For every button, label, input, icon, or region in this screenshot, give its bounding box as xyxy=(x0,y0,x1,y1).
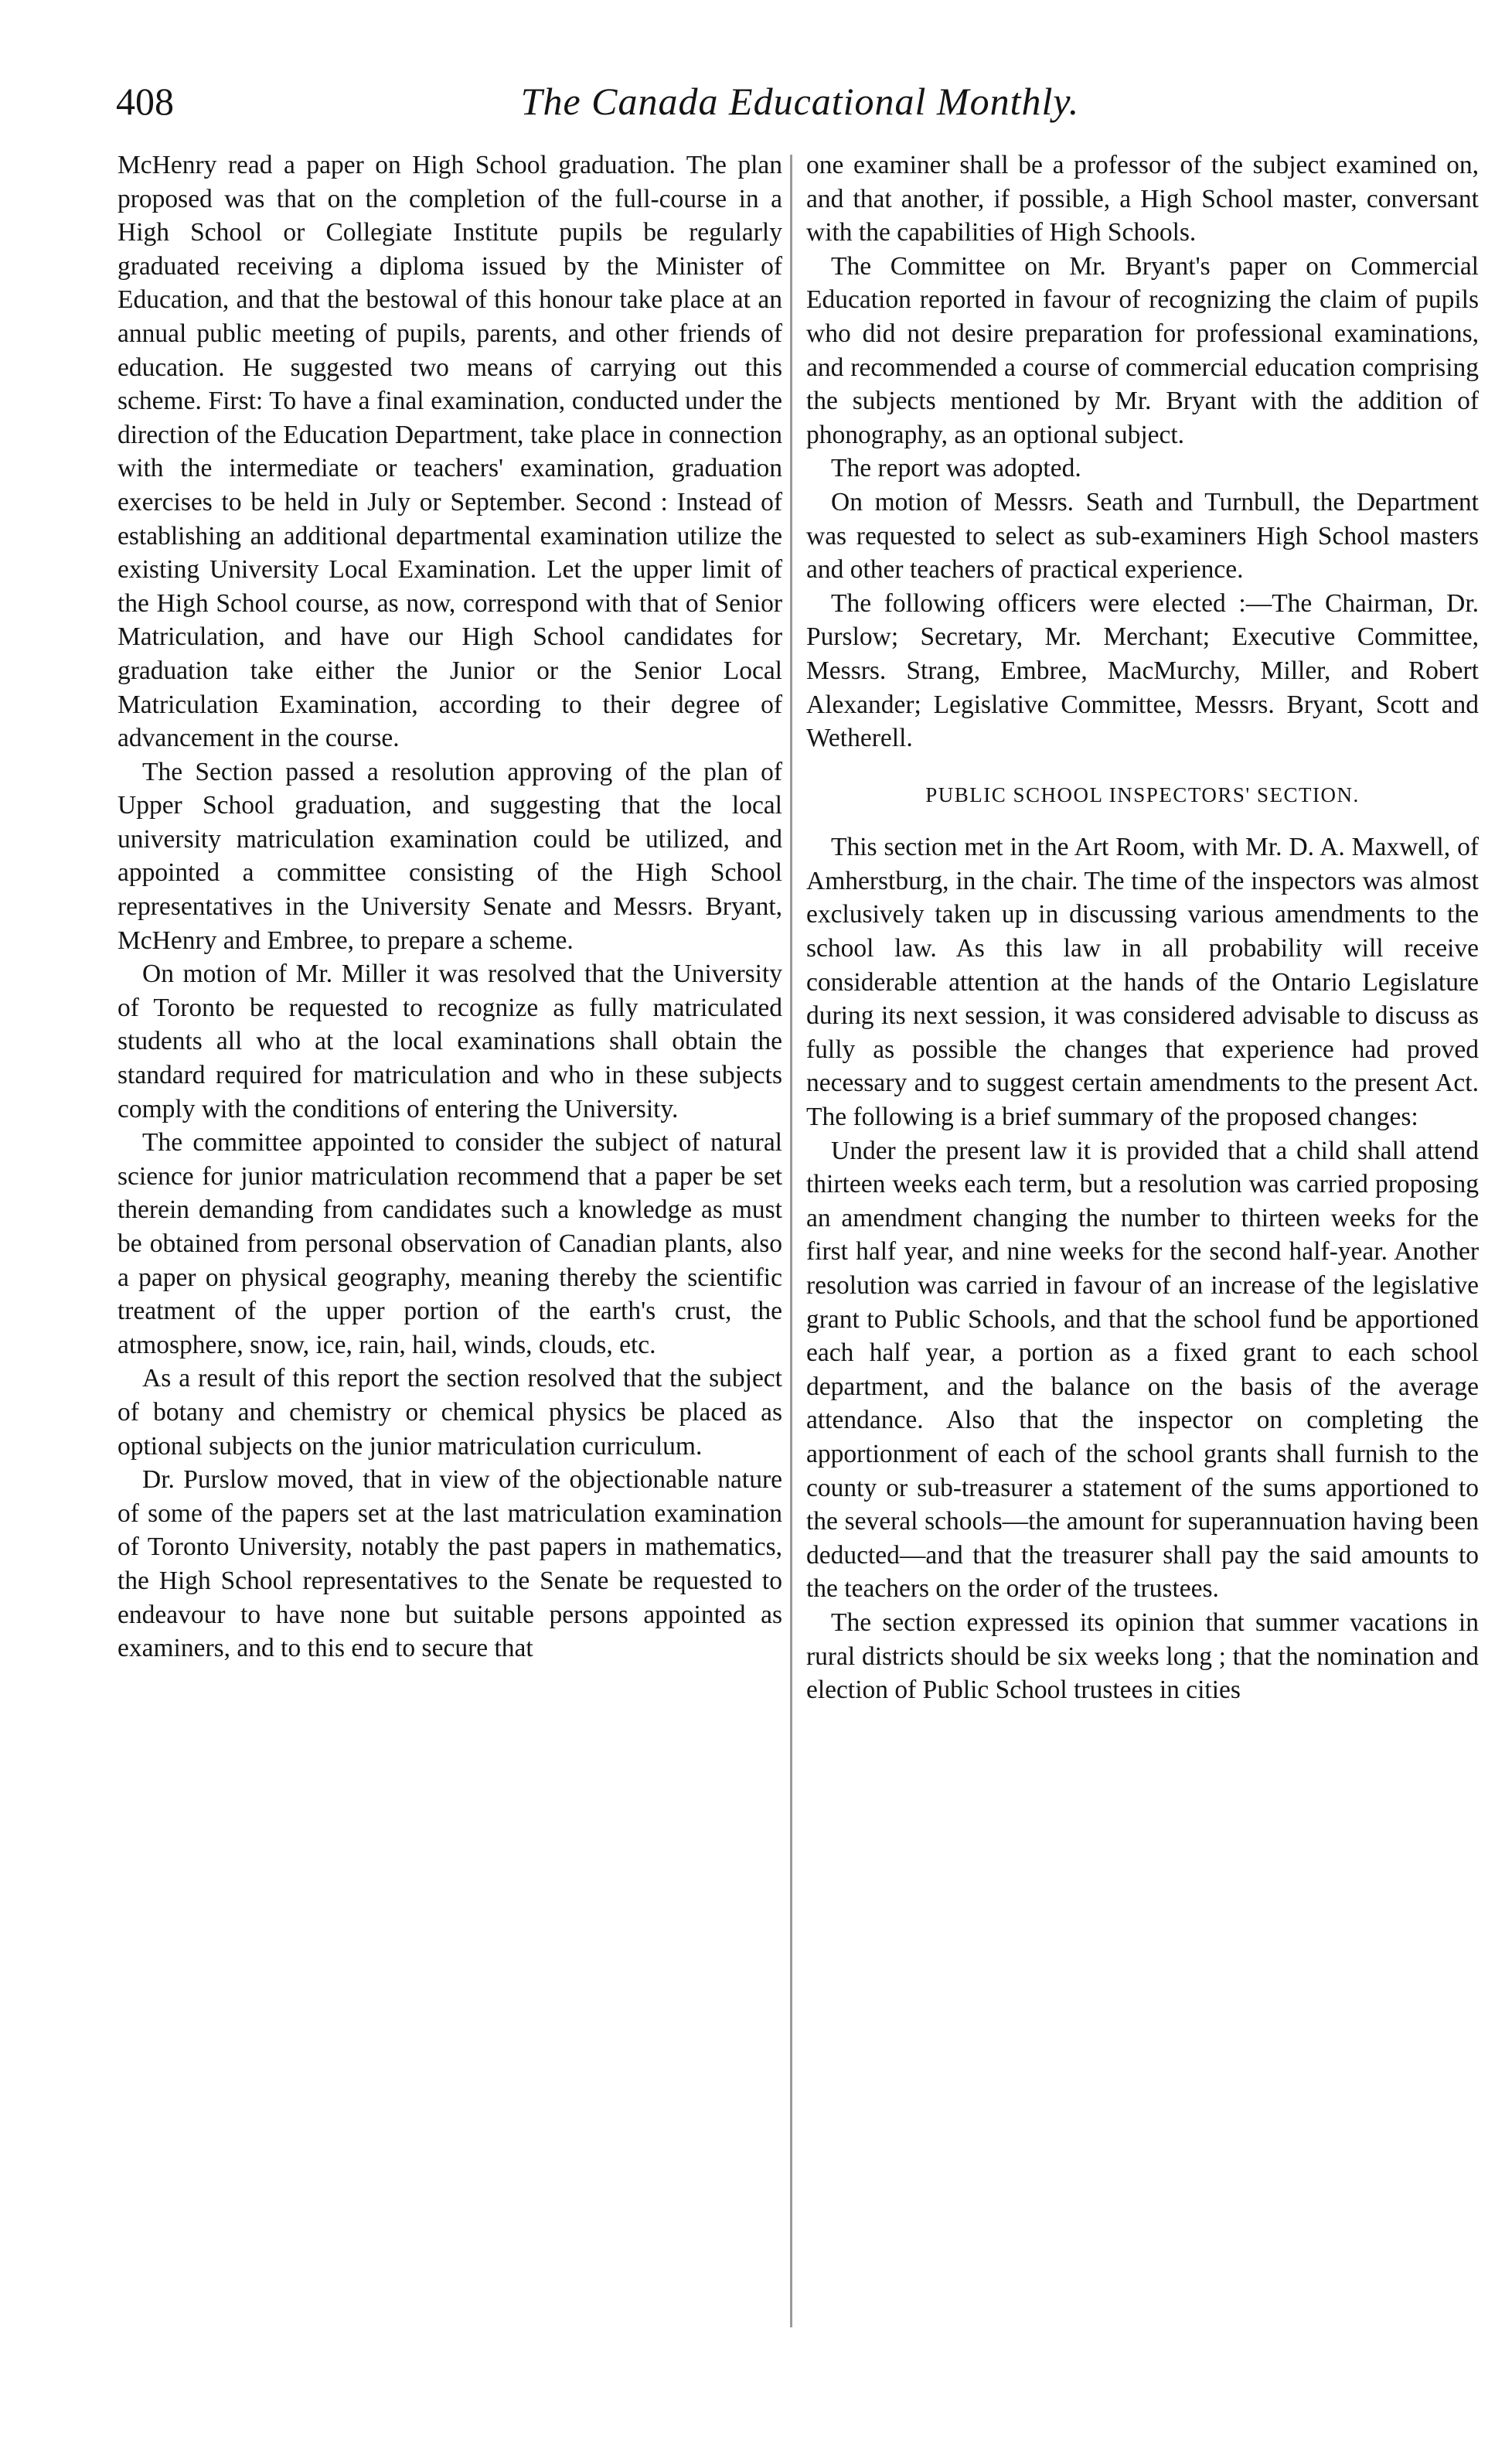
left-column xyxy=(117,148,782,1665)
paragraph: On motion of Mr. Miller it was resolved that the University of Toronto be requested to recognize as fully matriculated students all who at the local examinations shall obtain the standard required for matriculation and who in these subjects comply with the conditions of entering the University. xyxy=(117,960,782,1123)
paragraph: Dr. Purslow moved, that in view of the objectionable nature of some of the papers set at the last matriculation examination of Toronto University, notably the past papers in mathematics, the High School representatives to the Senate be requested to endeavour to have none but suitable persons appointed as examiners, and to this end to secure that xyxy=(117,1465,782,1663)
page-number: 408 xyxy=(116,80,174,123)
paragraph: Under the present law it is provided that a child shall attend thirteen weeks each term, but a resolution was carried proposing an amendment changing the number to thirteen weeks for the first half year, and nine weeks for the second half-year. Another resolution was carried in favour of an increase of the legislative grant to Public Schools, and that the school fund be apportioned each half year, a portion as a fixed grant to each school department, and the balance on the basis of the average attendance. Also that the inspector on completing the apportionment of each of the school grants shall furnish to the county or sub-treasurer a statement of the sums apportioned to the several schools—the amount for superannuation having been deducted—and that the treasurer shall pay the said amounts to the teachers on the order of the trustees. xyxy=(806,1136,1479,1604)
page-header xyxy=(116,74,1438,136)
paragraph: The following officers were elected :—The Chairman, Dr. Purslow; Secretary, Mr. Merchant; Executive Committee, Messrs. Strang, Embree, MacMurchy, Miller, and Robert Alexander; Legislative Committee, Messrs. Bryant, Scott and Wetherell. xyxy=(806,588,1479,753)
paragraph: The section expressed its opinion that summer vacations in rural districts should be six weeks long ; that the nomination and election of Public School trustees in cities xyxy=(806,1607,1479,1705)
section-heading: PUBLIC SCHOOL INSPECTORS' SECTION. xyxy=(925,782,1360,806)
right-column xyxy=(806,148,1479,1707)
running-title: The Canada Educational Monthly. xyxy=(520,80,1080,123)
column-divider xyxy=(790,155,792,2327)
paragraph: one examiner shall be a professor of the subject examined on, and that another, if possible, a High School master, conversant with the capabilities of High Schools. xyxy=(806,151,1479,247)
paragraph: The committee appointed to consider the subject of natural science for junior matriculation recommend that a paper be set therein demanding from candidates such a knowledge as must be obtained from personal observation of Canadian plants, also a paper on physical geography, meaning thereby the scientific treatment of the upper portion of the earth's crust, the atmosphere, snow, ice, rain, hail, winds, clouds, etc. xyxy=(117,1128,782,1359)
paragraph: The Committee on Mr. Bryant's paper on Commercial Education reported in favour of recognizing the claim of pupils who did not desire preparation for professional examinations, and recommended a course of commercial education comprising the subjects mentioned by Mr. Bryant with the addition of phonography, as an optional subject. xyxy=(806,251,1479,449)
paragraph: The Section passed a resolution approving of the plan of Upper School graduation, and suggesting that the local university matriculation examination could be utilized, and appointed a committee consisting of the High School representatives in the University Senate and Messrs. Bryant, McHenry and Embree, to prepare a scheme. xyxy=(117,757,782,955)
paragraph: The report was adopted. xyxy=(831,454,1081,483)
paragraph: This section met in the Art Room, with Mr. D. A. Maxwell, of Amherstburg, in the chair. The time of the inspectors was almost exclusively taken up in discussing various amendments to the school law. As this law in all probability will receive considerable attention at the hands of the Ontario Legislature during its next session, it was considered advisable to discuss as fully as possible the changes that experience had proved necessary and to suggest certain amendments to the present Act. The following is a brief summary of the proposed changes: xyxy=(806,833,1479,1132)
paragraph: On motion of Messrs. Seath and Turnbull, the Department was requested to select as sub-examiners High School masters and other teachers of practical experience. xyxy=(806,487,1479,585)
paragraph: McHenry read a paper on High School graduation. The plan proposed was that on the completion of the full-course in a High School or Collegiate Institute pupils be regularly graduated receiving a diploma issued by the Minister of Education, and that the bestowal of this honour take place at an annual public meeting of pupils, parents, and other friends of education. He suggested two means of carrying out this scheme. First: To have a final examination, conducted under the direction of the Education Department, take place in connection with the intermediate or teachers' examination, graduation exercises to be held in July or September. Second : Instead of establishing an additional departmental examination utilize the existing University Local Examination. Let the upper limit of the High School course, as now, correspond with that of Senior Matriculation, and have our High School candidates for graduation take either the Junior or the Senior Local Matriculation Examination, according to their degree of advancement in the course. xyxy=(117,151,782,753)
paragraph: As a result of this report the section resolved that the subject of botany and chemistry or chemical physics be placed as optional subjects on the junior matriculation curriculum. xyxy=(117,1364,782,1461)
